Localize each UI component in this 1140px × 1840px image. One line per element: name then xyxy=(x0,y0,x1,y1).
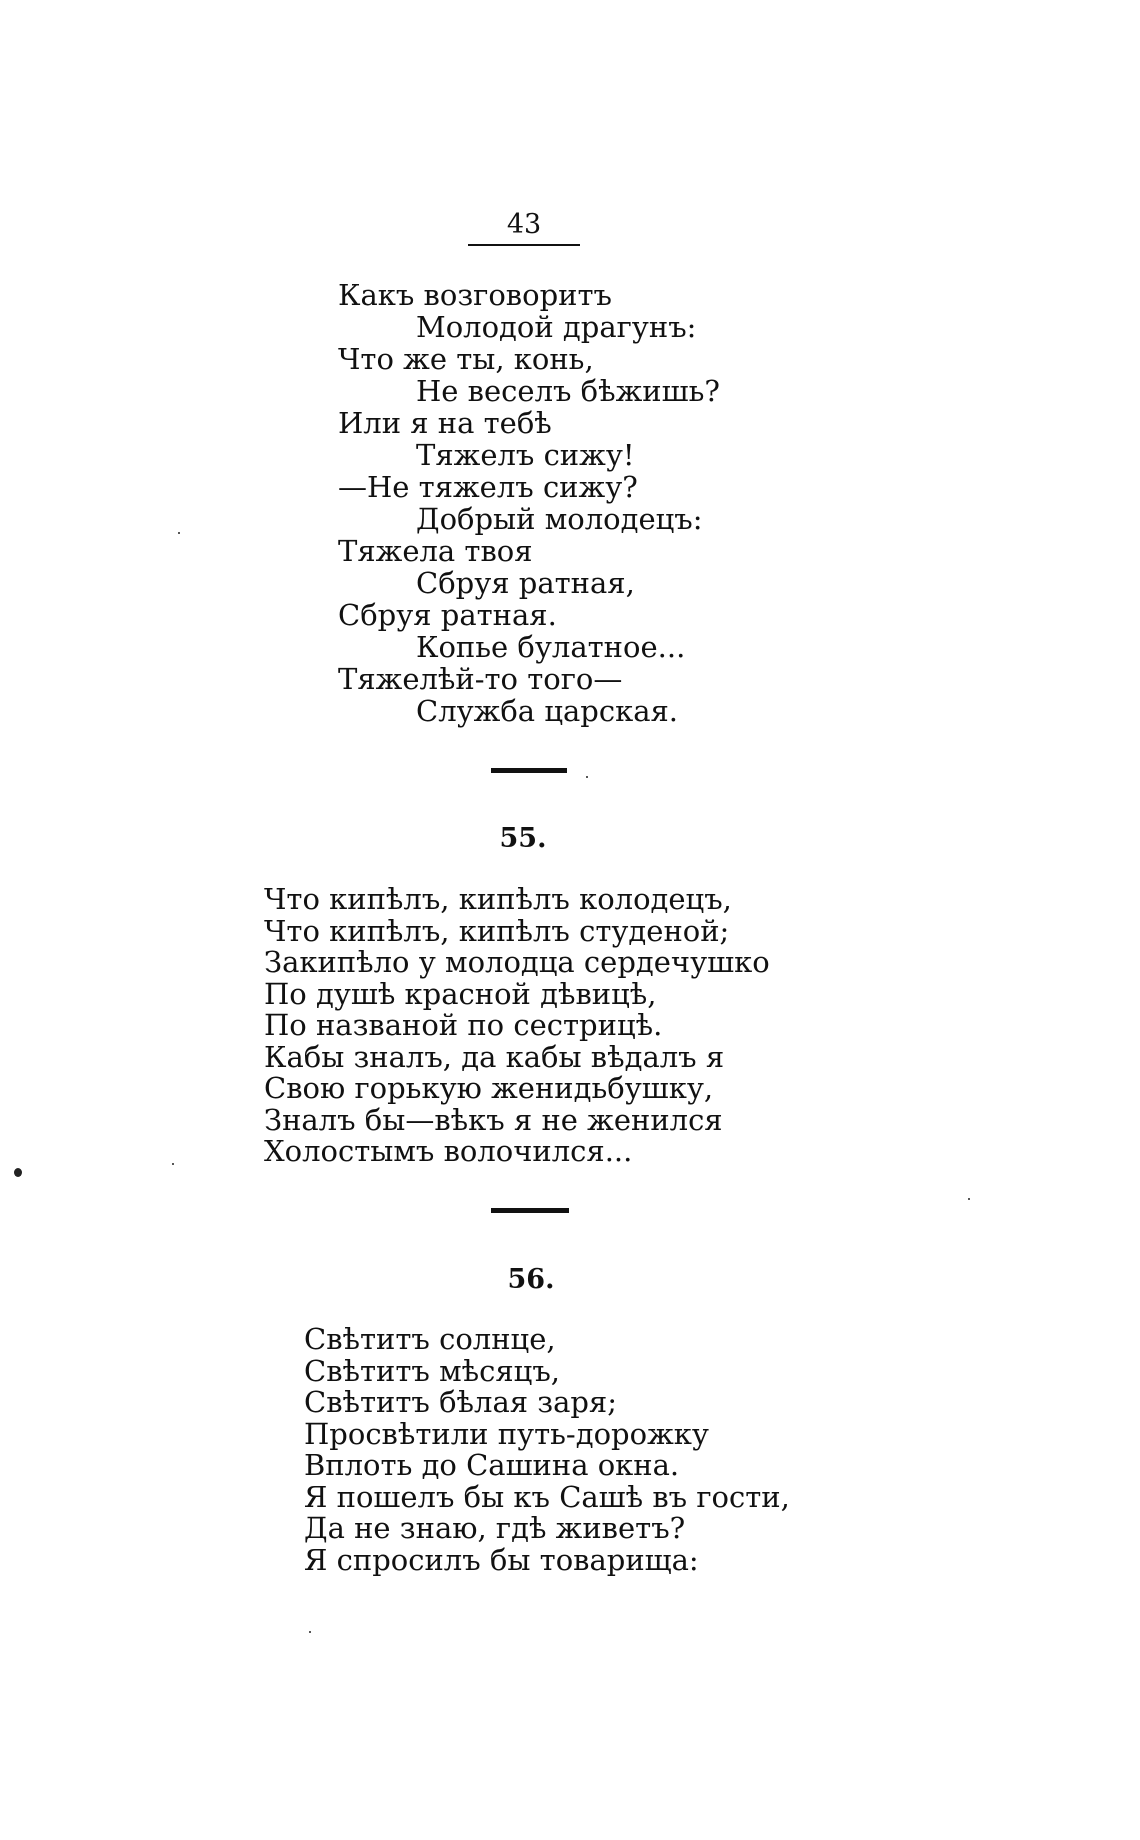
poem-line: Что кипѣлъ, кипѣлъ студеной; xyxy=(264,913,730,948)
poem-line: Свѣтитъ мѣсяцъ, xyxy=(304,1353,560,1388)
ink-speck xyxy=(172,1163,174,1165)
poem-line: Добрый молодецъ: xyxy=(416,502,703,536)
poem-line: Кабы зналъ, да кабы вѣдалъ я xyxy=(264,1039,725,1074)
poem-line: Молодой драгунъ: xyxy=(416,310,697,344)
ink-speck xyxy=(14,1168,22,1177)
poem-line: По душѣ красной дѣвицѣ, xyxy=(264,976,657,1011)
poem-line: Сбруя ратная. xyxy=(338,598,557,632)
poem-line: Свѣтитъ солнце, xyxy=(304,1322,556,1356)
poem-line: Зналъ бы—вѣкъ я не женился xyxy=(264,1102,723,1137)
ink-speck xyxy=(968,1198,970,1200)
poem-56 xyxy=(304,1324,790,1576)
ink-speck xyxy=(178,532,180,534)
poem-line: Тяжелъ сижу! xyxy=(416,438,635,472)
section-divider xyxy=(491,768,567,773)
poem-line: Я пошелъ бы къ Сашѣ въ гости, xyxy=(304,1479,790,1514)
poem-55 xyxy=(264,884,770,1168)
poem-line: Что кипѣлъ, кипѣлъ колодецъ, xyxy=(264,882,732,916)
poem-line: Просвѣтили путь-дорожку xyxy=(304,1416,709,1451)
poem-number-55: 55. xyxy=(499,823,547,854)
poem-line: Или я на тебѣ xyxy=(338,406,552,440)
poem-line: По названой по сестрицѣ. xyxy=(264,1008,663,1042)
poem-line: Закипѣло у молодца сердечушко xyxy=(264,945,770,979)
poem-line: Я спросилъ бы товарища: xyxy=(304,1542,699,1577)
poem-line: Тяжела твоя xyxy=(338,534,533,568)
poem-line: Вплоть до Сашина окна. xyxy=(304,1448,680,1482)
poem-line: Какъ возговоритъ xyxy=(338,278,612,312)
ink-speck xyxy=(309,1631,311,1633)
poem-line: —Не тяжелъ сижу? xyxy=(338,470,638,504)
page-number: 43 xyxy=(506,209,542,240)
poem-line: Свою горькую женидьбушку, xyxy=(264,1071,714,1105)
poem-line: Да не знаю, гдѣ живетъ? xyxy=(304,1511,686,1545)
poem-line: Сбруя ратная, xyxy=(416,566,635,600)
poem-line: Не веселъ бѣжишь? xyxy=(416,374,720,408)
poem-line: Свѣтитъ бѣлая заря; xyxy=(304,1385,617,1419)
poem-number-56: 56. xyxy=(507,1264,555,1295)
poem-line: Тяжелѣй-то того— xyxy=(338,662,623,696)
poem-continued xyxy=(338,279,720,727)
poem-line: Служба царская. xyxy=(416,694,678,728)
poem-line: Что же ты, конь, xyxy=(338,342,594,376)
ink-speck xyxy=(586,776,588,778)
poem-line: Копье булатное... xyxy=(416,630,686,664)
section-divider xyxy=(491,1208,569,1213)
poem-line: Холостымъ волочился... xyxy=(264,1134,633,1168)
page-number-rule xyxy=(468,244,580,246)
